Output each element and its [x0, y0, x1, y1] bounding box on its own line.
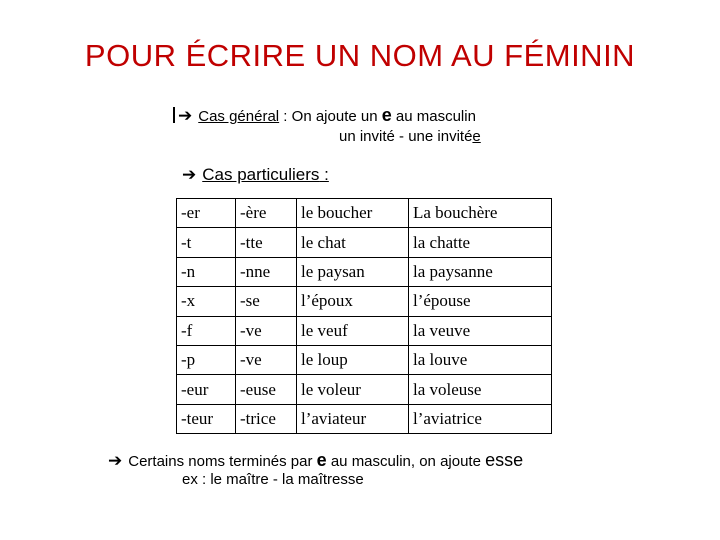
- table-cell: La bouchère: [409, 199, 552, 228]
- table-cell: l’épouse: [409, 287, 552, 316]
- table-cell: le boucher: [297, 199, 409, 228]
- note-middle: au masculin, on ajoute: [326, 453, 486, 470]
- note-line: [108, 450, 523, 471]
- table-cell: -ve: [236, 316, 297, 345]
- text-cursor-bar: [173, 107, 175, 123]
- table-cell: le chat: [297, 228, 409, 257]
- table-cell: la louve: [409, 345, 552, 374]
- right-arrow-icon: ➔: [182, 165, 197, 184]
- general-rule-prefix: On ajoute un: [287, 108, 382, 125]
- table-row: [177, 404, 552, 433]
- table-cell: la chatte: [409, 228, 552, 257]
- table-row: [177, 199, 552, 228]
- note-example: ex : le maître - la maîtresse: [182, 471, 364, 488]
- table-cell: -ère: [236, 199, 297, 228]
- table-cell: -eur: [177, 375, 236, 404]
- table-cell: le voleur: [297, 375, 409, 404]
- table-cell: -se: [236, 287, 297, 316]
- table-cell: -x: [177, 287, 236, 316]
- table-row: [177, 316, 552, 345]
- table-cell: l’aviateur: [297, 404, 409, 433]
- table-cell: l’aviatrice: [409, 404, 552, 433]
- general-example-line: [339, 128, 481, 145]
- table-cell: la veuve: [409, 316, 552, 345]
- table-row: [177, 228, 552, 257]
- table-row: [177, 345, 552, 374]
- note-suffix-word: esse: [485, 450, 524, 470]
- general-rule-letter: e: [381, 105, 392, 125]
- endings-table: [176, 198, 552, 434]
- table-cell: le veuf: [297, 316, 409, 345]
- table-cell: -t: [177, 228, 236, 257]
- general-example-prefix: un invité - une invité: [339, 128, 473, 145]
- table-cell: le paysan: [297, 257, 409, 286]
- particular-label: Cas particuliers: [202, 165, 320, 184]
- table-cell: le loup: [297, 345, 409, 374]
- right-arrow-icon: ➔: [108, 451, 123, 470]
- general-colon: :: [279, 108, 288, 125]
- table-cell: la voleuse: [409, 375, 552, 404]
- general-example-letter: e: [472, 128, 481, 145]
- table-cell: -ve: [236, 345, 297, 374]
- note-prefix: Certains noms terminés par: [128, 453, 317, 470]
- general-label: Cas général: [198, 108, 280, 125]
- table-cell: -n: [177, 257, 236, 286]
- table-cell: -euse: [236, 375, 297, 404]
- table-cell: -nne: [236, 257, 297, 286]
- table-cell: -f: [177, 316, 236, 345]
- note-letter: e: [316, 450, 327, 470]
- page-title: POUR ÉCRIRE UN NOM AU FÉMININ: [84, 38, 636, 73]
- right-arrow-icon: ➔: [178, 106, 193, 125]
- table-row: [177, 375, 552, 404]
- table-cell: la paysanne: [409, 257, 552, 286]
- table-row: [177, 287, 552, 316]
- table-cell: -trice: [236, 404, 297, 433]
- table-cell: -teur: [177, 404, 236, 433]
- general-rule-suffix: au masculin: [391, 108, 476, 125]
- particular-heading: [182, 165, 329, 185]
- general-rule-line: [178, 105, 476, 126]
- table-cell: -p: [177, 345, 236, 374]
- table-cell: -tte: [236, 228, 297, 257]
- table-row: [177, 257, 552, 286]
- table-cell: -er: [177, 199, 236, 228]
- table-cell: l’époux: [297, 287, 409, 316]
- particular-colon: :: [319, 165, 329, 184]
